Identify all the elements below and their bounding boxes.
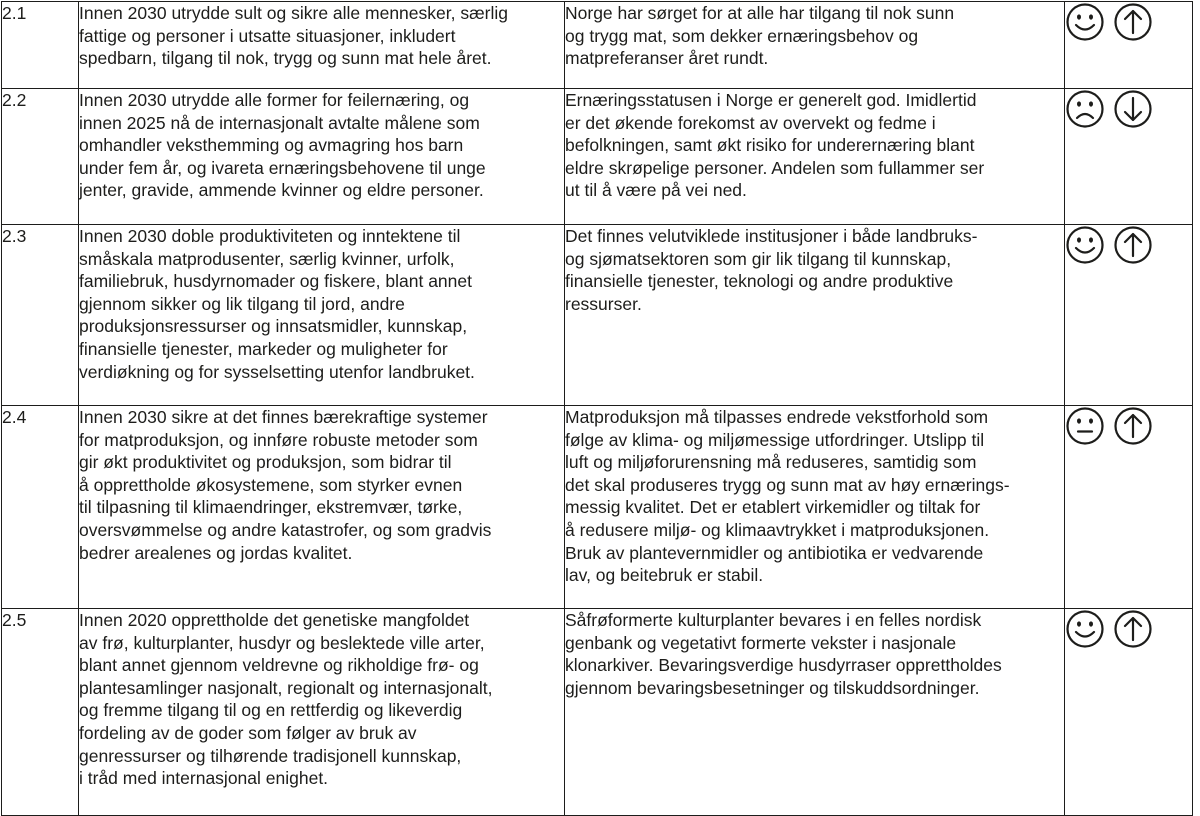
table-row bbox=[2, 406, 1193, 609]
arrow-up-icon bbox=[1113, 2, 1153, 42]
status-description bbox=[565, 89, 1065, 225]
arrow-up-icon bbox=[1113, 225, 1153, 265]
status-description-line: lav, og beitebruk er stabil. bbox=[565, 565, 764, 586]
status-description-line: følge av klima- og miljømessige utfordringer. Utslipp til bbox=[565, 429, 985, 450]
target-description bbox=[79, 225, 565, 406]
target-description-line: genressurser og tilhørende tradisjonell kunnskap, bbox=[79, 745, 462, 766]
target-description-line: under fem år, og ivareta ernæringsbehovene til unge bbox=[79, 157, 486, 178]
target-description bbox=[79, 89, 565, 225]
target-description-line: jenter, gravide, ammende kvinner og eldre personer. bbox=[79, 180, 484, 201]
status-description-line: Det finnes velutviklede institusjoner i både landbruks- bbox=[565, 226, 978, 246]
status-description-line: eldre skrøpelige personer. Andelen som fullammer ser bbox=[565, 157, 985, 178]
status-description-line: luft og miljøforurensning må reduseres, samtidig som bbox=[565, 452, 977, 473]
status-description-line: messig kvalitet. Det er etablert virkemidler og tiltak for bbox=[565, 497, 981, 518]
target-description-line: til tilpasning til klimaendringer, ekstremvær, tørke, bbox=[79, 497, 463, 518]
target-number: 2.3 bbox=[2, 225, 79, 406]
table-row bbox=[2, 225, 1193, 406]
sdg-target-table bbox=[1, 1, 1193, 816]
status-description-line: matpreferanser året rundt. bbox=[565, 48, 769, 69]
smile-face-icon bbox=[1065, 2, 1105, 42]
target-description-line: Innen 2030 doble produktiviteten og inntektene til bbox=[79, 226, 461, 246]
status-indicators bbox=[1065, 89, 1193, 225]
status-description-line: det skal produseres trygg og sunn mat av høy ernærings- bbox=[565, 474, 1010, 495]
status-description-line: genbank og vegetativt formerte vekster i nasjonale bbox=[565, 632, 957, 653]
target-description-line: innen 2025 nå de internasjonalt avtalte målene som bbox=[79, 112, 480, 133]
table-body bbox=[2, 2, 1193, 816]
target-description-line: fattige og personer i utsatte situasjoner, inkludert bbox=[79, 25, 456, 46]
target-description bbox=[79, 2, 565, 89]
arrow-down-icon bbox=[1113, 89, 1153, 129]
target-description-line: plantesamlinger nasjonalt, regionalt og internasjonalt, bbox=[79, 677, 493, 698]
target-number: 2.2 bbox=[2, 89, 79, 225]
target-description-line: verdiøkning og for sysselsetting utenfor landbruket. bbox=[79, 361, 475, 382]
target-description-line: spedbarn, tilgang til nok, trygg og sunn mat hele året. bbox=[79, 48, 492, 69]
status-indicators bbox=[1065, 225, 1193, 406]
target-description-line: småskala matprodusenter, særlig kvinner, urfolk, bbox=[79, 248, 455, 269]
status-description bbox=[565, 2, 1065, 89]
target-description-line: i tråd med internasjonal enighet. bbox=[79, 768, 329, 789]
target-number: 2.4 bbox=[2, 406, 79, 609]
target-description-line: og fremme tilgang til og en rettferdig og likeverdig bbox=[79, 700, 463, 721]
target-description-line: gjennom sikker og lik tilgang til jord, andre bbox=[79, 293, 405, 314]
status-description-line: Ernæringsstatusen i Norge er generelt god. Imidlertid bbox=[565, 90, 977, 110]
status-description-line: Såfrøformerte kulturplanter bevares i en felles nordisk bbox=[565, 610, 982, 630]
target-number: 2.1 bbox=[2, 2, 79, 89]
status-description-line: befolkningen, samt økt risiko for underernæring blant bbox=[565, 135, 975, 156]
table-row bbox=[2, 89, 1193, 225]
target-description-line: Innen 2020 opprettholde det genetiske mangfoldet bbox=[79, 610, 470, 630]
target-description-line: familiebruk, husdyrnomader og fiskere, blant annet bbox=[79, 271, 472, 292]
status-description-line: ut til å være på vei ned. bbox=[565, 180, 747, 201]
status-description-line: er det økende forekomst av overvekt og fedme i bbox=[565, 112, 936, 133]
target-description-line: å opprettholde økosystemene, som styrker evnen bbox=[79, 474, 463, 495]
target-description-line: finansielle tjenester, markeder og muligheter for bbox=[79, 338, 448, 359]
status-description-line: å redusere miljø- og klimaavtrykket i matproduksjonen. bbox=[565, 519, 990, 540]
target-description-line: oversvømmelse og andre katastrofer, og som gradvis bbox=[79, 519, 492, 540]
status-indicators bbox=[1065, 406, 1193, 609]
status-description-line: Bruk av plantevernmidler og antibiotika er vedvarende bbox=[565, 542, 984, 563]
smile-face-icon bbox=[1065, 609, 1105, 649]
target-description-line: blant annet gjennom veldrevne og rikholdige frø- og bbox=[79, 655, 479, 676]
status-description bbox=[565, 406, 1065, 609]
status-indicators bbox=[1065, 2, 1193, 89]
target-description-line: gir økt produktivitet og produksjon, som bidrar til bbox=[79, 452, 452, 473]
target-description-line: Innen 2030 utrydde sult og sikre alle mennesker, særlig bbox=[79, 3, 508, 23]
arrow-up-icon bbox=[1113, 406, 1153, 446]
status-description bbox=[565, 225, 1065, 406]
status-description-line: og sjømatsektoren som gir lik tilgang til kunnskap, bbox=[565, 248, 952, 269]
smile-face-icon bbox=[1065, 225, 1105, 265]
table-row bbox=[2, 2, 1193, 89]
target-description bbox=[79, 609, 565, 816]
arrow-up-icon bbox=[1113, 609, 1153, 649]
status-indicators bbox=[1065, 609, 1193, 816]
target-description-line: fordeling av de goder som følger av bruk av bbox=[79, 722, 417, 743]
status-description-line: ressurser. bbox=[565, 293, 642, 314]
status-description-line: Matproduksjon må tilpasses endrede vekstforhold som bbox=[565, 407, 989, 427]
target-description-line: Innen 2030 utrydde alle former for feilernæring, og bbox=[79, 90, 470, 110]
table-row bbox=[2, 609, 1193, 816]
target-description-line: Innen 2030 sikre at det finnes bærekraftige systemer bbox=[79, 407, 488, 427]
status-description-line: og trygg mat, som dekker ernæringsbehov og bbox=[565, 25, 919, 46]
target-number: 2.5 bbox=[2, 609, 79, 816]
status-description-line: finansielle tjenester, teknologi og andre produktive bbox=[565, 271, 954, 292]
neutral-face-icon bbox=[1065, 406, 1105, 446]
status-description-line: klonarkiver. Bevaringsverdige husdyrraser opprettholdes bbox=[565, 655, 1002, 676]
target-description-line: for matproduksjon, og innføre robuste metoder som bbox=[79, 429, 478, 450]
target-description-line: bedrer arealenes og jordas kvalitet. bbox=[79, 542, 353, 563]
target-description-line: omhandler veksthemming og avmagring hos barn bbox=[79, 135, 464, 156]
status-description-line: gjennom bevaringsbesetninger og tilskuddsordninger. bbox=[565, 677, 980, 698]
target-description-line: produksjonsressurser og innsatsmidler, kunnskap, bbox=[79, 316, 468, 337]
target-description-line: av frø, kulturplanter, husdyr og beslektede ville arter, bbox=[79, 632, 485, 653]
target-description bbox=[79, 406, 565, 609]
status-description-line: Norge har sørget for at alle har tilgang til nok sunn bbox=[565, 3, 955, 23]
frown-face-icon bbox=[1065, 89, 1105, 129]
status-description bbox=[565, 609, 1065, 816]
